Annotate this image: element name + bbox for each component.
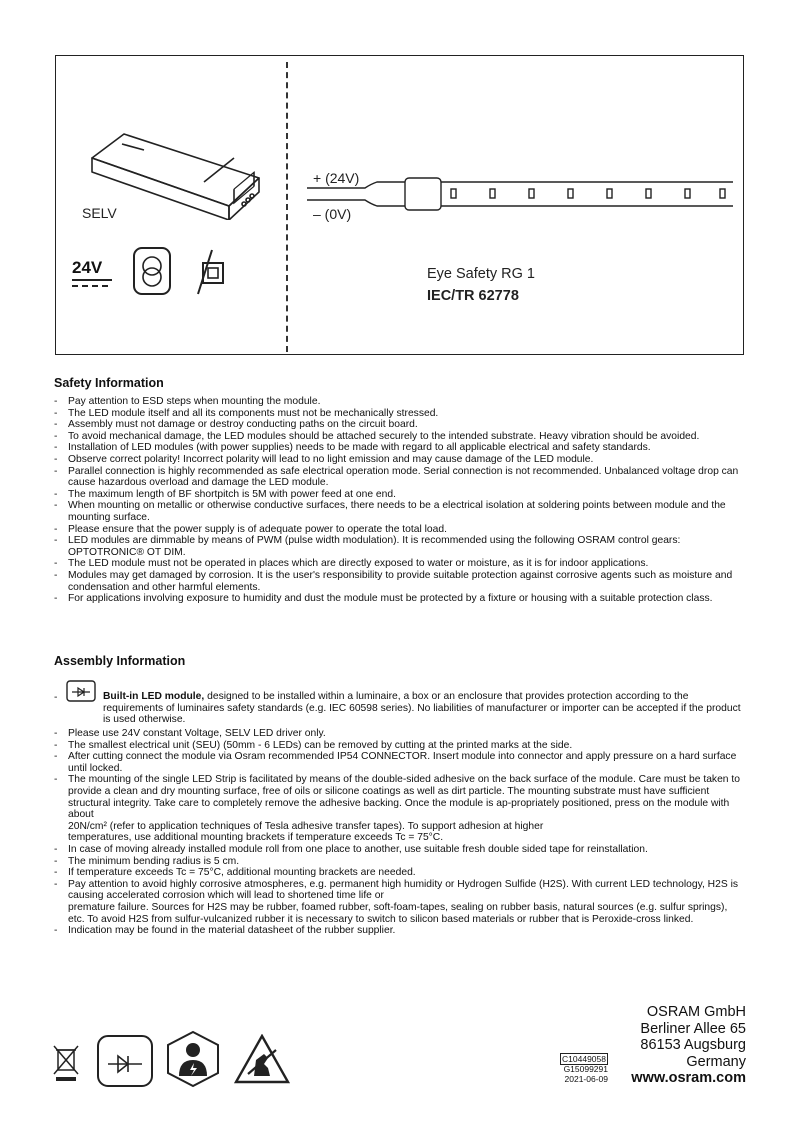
plus-wire-label: + (24V) bbox=[313, 170, 360, 186]
company-address bbox=[560, 1004, 746, 1087]
list-item: - When mounting on metallic or otherwise conductive surfaces, there needs to be a electrical isolation at soldering points between module and the mounting surface. bbox=[54, 500, 746, 523]
builtin-text: designed to be installed within a luminaire, a box or an enclosure that provides protection according to the requirements of luminaires safety standards (e.g. IEC 60598 series). No liabilities of manufacturer or importer can be accepted if the product is used otherwise. bbox=[103, 691, 741, 726]
minus-wire-label: – (0V) bbox=[313, 206, 352, 222]
list-item: - The smallest electrical unit (SEU) (50mm - 6 LEDs) can be removed by cutting at the printed marks at the side. bbox=[54, 740, 746, 752]
company-name: OSRAM GmbH bbox=[646, 1004, 746, 1020]
list-item: - Installation of LED modules (with power supplies) needs to be made with regard to all applicable electrical and safety standards. bbox=[54, 442, 746, 454]
safety-transformer-icon bbox=[132, 246, 240, 298]
company-country: Germany bbox=[686, 1053, 746, 1070]
builtin-notice: - Built-in LED module, designed to be installed within a luminaire, a box or an enclosure that provides protection according to the requirements of luminaires safety standards (e.g. IEC 60598 series). No liabilities of manufacturer or importer can be accepted if the product is used otherwise. bbox=[54, 680, 746, 726]
builtin-bold: Built-in LED module, bbox=[103, 691, 205, 702]
list-item: - For applications involving exposure to humidity and dust the module must be protected by a fixture or housing with a suitable protection class. bbox=[54, 593, 746, 605]
company-website[interactable]: www.osram.com bbox=[631, 1070, 746, 1086]
esd-warning-icon bbox=[234, 1034, 290, 1084]
luminaire-builtin-icon bbox=[66, 680, 96, 702]
list-item: - To avoid mechanical damage, the LED modules should be attached securely to the intended substrate. Heavy vibration should be avoided. bbox=[54, 431, 746, 443]
list-item: - Pay attention to avoid highly corrosive atmospheres, e.g. permanent high humidity or Hydrogen Sulfide (H2S). With current LED technology, H2S is causing accelerated corrosion which will lead to shortened time life or premature failure. Sources for H2S may be rubber, foamed rubber, soft-foam-tapes, sealing on rubber basis, natural sources (e.g. sulfur springs), etc. To avoid H2S from sulfur-vulcanized rubber it is necessary to switch to silicon based materials or rubber that is Peroxide-cross linked. bbox=[54, 879, 746, 925]
company-street: Berliner Allee 65 bbox=[640, 1020, 746, 1037]
list-item: - The LED module itself and all its components must not be mechanically stressed. bbox=[54, 408, 746, 420]
list-item: - If temperature exceeds Tc = 75°C, additional mounting brackets are needed. bbox=[54, 867, 746, 879]
safety-title: Safety Information bbox=[54, 376, 164, 390]
list-item: - Please ensure that the power supply is of adequate power to operate the total load. bbox=[54, 524, 746, 536]
eye-safety-label: Eye Safety RG 1 bbox=[427, 266, 535, 282]
company-city: 86153 Augsburg bbox=[640, 1037, 746, 1053]
qualified-electrician-icon bbox=[166, 1030, 220, 1088]
list-item: - The minimum bending radius is 5 cm. bbox=[54, 856, 746, 868]
selv-label: SELV bbox=[82, 205, 117, 221]
code-2: G15099291 bbox=[563, 1064, 608, 1074]
assembly-title: Assembly Information bbox=[54, 654, 186, 668]
list-item: - The maximum length of BF shortpitch is 5M with power feed at one end. bbox=[54, 489, 746, 501]
voltage-label: 24V bbox=[72, 258, 103, 277]
code-date: 2021-06-09 bbox=[564, 1074, 608, 1084]
assembly-list bbox=[54, 728, 746, 937]
dc-symbol-icon bbox=[72, 277, 114, 289]
list-item: - Pay attention to ESD steps when mounting the module. bbox=[54, 396, 746, 408]
list-item: - Indication may be found in the material datasheet of the rubber supplier. bbox=[54, 925, 746, 937]
list-item: - In case of moving already installed module roll from one place to another, use suitable fresh double sided tape for reinstallation. bbox=[54, 844, 746, 856]
led-strip-icon bbox=[305, 176, 735, 216]
list-item: - Please use 24V constant Voltage, SELV LED driver only. bbox=[54, 728, 746, 740]
weee-bin-icon bbox=[52, 1042, 80, 1082]
safety-list bbox=[54, 396, 746, 605]
list-item: - The LED module must not be operated in places which are directly exposed to water or moisture, as it is for indoor applications. bbox=[54, 558, 746, 570]
list-item: - Observe correct polarity! Incorrect polarity will lead to no light emission and may cause damage of the LED module. bbox=[54, 454, 746, 466]
code-1: C10449058 bbox=[562, 1054, 606, 1064]
list-item: - LED modules are dimmable by means of PWM (pulse width modulation). It is recommended using the following OSRAM control gears: OPTOTRONIC® OT DIM. bbox=[54, 535, 746, 558]
builtin-luminaire-icon bbox=[96, 1034, 154, 1088]
list-item: - Parallel connection is highly recommended as safe electrical operation mode. Serial connection is not recommended. Unbalanced voltage drop can cause hazardous overload and damage the LED module. bbox=[54, 466, 746, 489]
list-item: - The mounting of the single LED Strip is facilitated by means of the double-sided adhesive on the back surface of the module. Care must be taken to provide a clean and dry mounting surface, free of oils or silicone coatings as well as dirt particle. The mounting substrate must have sufficient structural integrity. Take care to completely remove the adhesive backing. Once the module is ap-propriately positioned, press on the module with about 20N/cm² (refer to application techniques of Tesla adhesive transfer tapes). To support adhesion at higher temperatures, use additional mounting brackets if temperature exceeds Tc = 75°C. bbox=[54, 774, 746, 844]
list-item: - After cutting connect the module via Osram recommended IP54 CONNECTOR. Insert module into connector and apply pressure on a hard surface until locked. bbox=[54, 751, 746, 774]
list-item: - Assembly must not damage or destroy conducting paths on the circuit board. bbox=[54, 419, 746, 431]
dashed-divider bbox=[286, 62, 288, 352]
list-item: - Modules may get damaged by corrosion. It is the user's responsibility to provide suitable protection against corrosive agents such as moisture and condensation and other harmful elements. bbox=[54, 570, 746, 593]
standard-label: IEC/TR 62778 bbox=[427, 288, 519, 304]
